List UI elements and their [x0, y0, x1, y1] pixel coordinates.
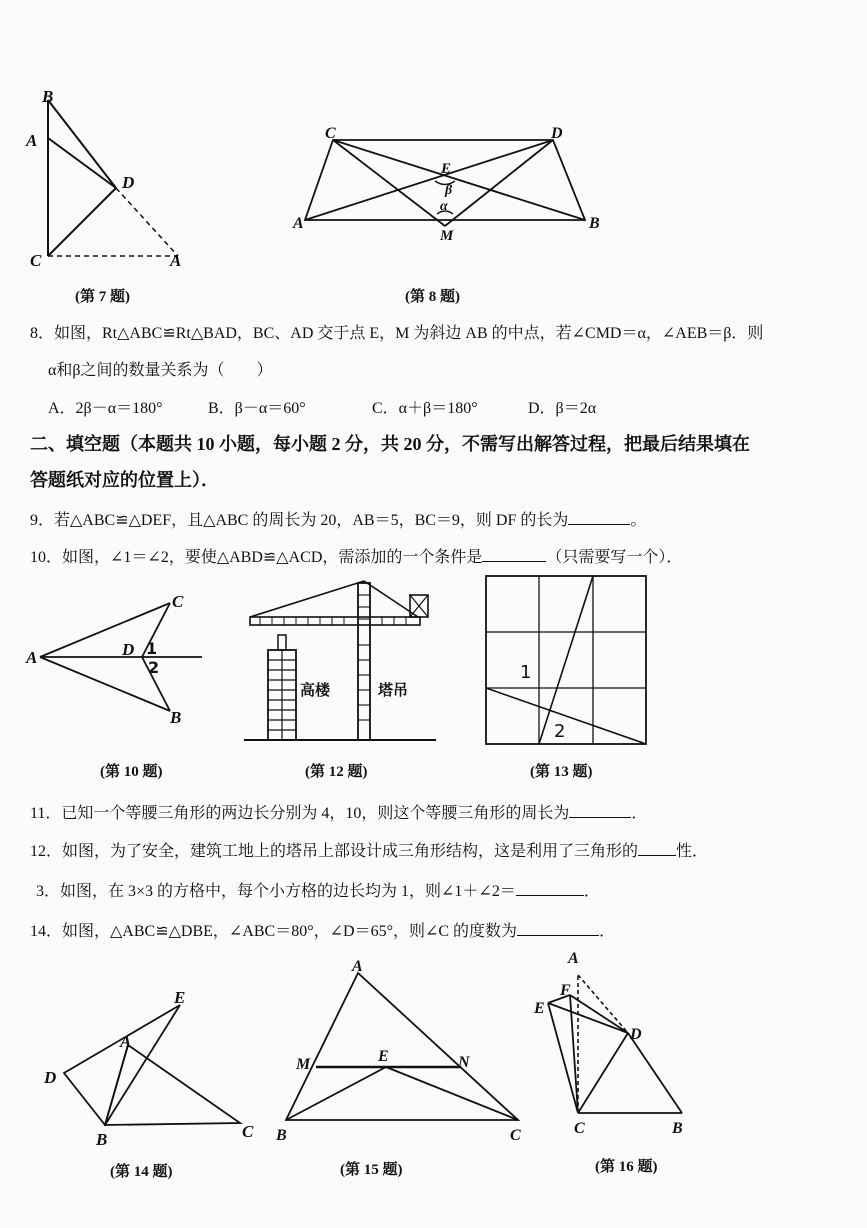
label-A2: A — [170, 251, 182, 270]
label-building: 高楼 — [300, 681, 331, 699]
caption-q10: (第 10 题) — [100, 764, 163, 780]
q11-end: ． — [631, 805, 648, 822]
q8-option-b: B．β－α＝60° — [208, 400, 306, 417]
q13-stem: 3．如图，在 3×3 的方格中，每个小方格的边长均为 1，则∠1＋∠2＝ — [36, 883, 516, 900]
label-2: 2 — [148, 658, 160, 677]
caption-q15: (第 15 题) — [340, 1162, 403, 1178]
figure-10 — [22, 585, 212, 730]
section2-header-line2: 答题纸对应的位置上）． — [30, 470, 219, 490]
label-E: E — [441, 161, 452, 177]
label-C: C — [30, 251, 42, 270]
q9-end: 。 — [630, 512, 647, 529]
caption-q12: (第 12 题) — [305, 764, 368, 780]
q14 — [30, 918, 615, 941]
label-B: B — [276, 1127, 287, 1144]
q10 — [30, 544, 682, 567]
label-E: E — [534, 1000, 545, 1017]
q8-option-c: C．α＋β＝180° — [372, 400, 478, 417]
label-C: C — [510, 1127, 521, 1144]
caption-q16: (第 16 题) — [595, 1159, 658, 1175]
figure-7 — [20, 88, 220, 273]
label-beta: β — [445, 183, 453, 198]
label-C: C — [325, 125, 336, 142]
q9-answer-blank[interactable] — [568, 510, 630, 525]
q8-option-d: D．β＝2α — [528, 400, 597, 417]
label-A: A — [26, 131, 38, 150]
q12-stem: 12．如图，为了安全，建筑工地上的塔吊上部设计成三角形结构，这是利用了三角形的 — [30, 843, 639, 860]
label-D: D — [44, 1068, 57, 1087]
label-C: C — [172, 592, 184, 611]
figure-8 — [285, 118, 615, 243]
q13 — [36, 878, 600, 901]
figure-16 — [530, 945, 705, 1140]
label-A: A — [120, 1032, 132, 1051]
q14-stem: 14．如图，△ABC≌△DBE，∠ABC＝80°，∠D＝65°，则∠C 的度数为 — [30, 923, 518, 940]
q14-end: ． — [599, 923, 616, 940]
q11-answer-blank[interactable] — [569, 803, 631, 818]
label-crane: 塔吊 — [378, 681, 409, 699]
q13-answer-blank[interactable] — [516, 881, 584, 896]
label-B: B — [589, 215, 600, 232]
q10-answer-blank[interactable] — [482, 547, 546, 562]
label-D: D — [122, 640, 135, 659]
q9-stem: 9．若△ABC≌△DEF，且△ABC 的周长为 20，AB＝5，BC＝9，则 DF 的长为 — [30, 512, 569, 529]
caption-q14: (第 14 题) — [110, 1164, 173, 1180]
section2-header-line1: 二、填空题（本题共 10 小题，每小题 2 分，共 20 分，不需写出解答过程，把最后结果填在 — [30, 434, 750, 454]
q10-end: （只需要写一个）． — [546, 549, 683, 566]
label-1: 1 — [520, 662, 532, 683]
q10-stem: 10．如图，∠1＝∠2，要使△ABD≌△ACD，需添加的一个条件是 — [30, 549, 483, 566]
q11-stem: 11．已知一个等腰三角形的两边长分别为 4，10，则这个等腰三角形的周长为 — [30, 805, 570, 822]
q12 — [30, 838, 708, 861]
label-D: D — [551, 125, 563, 142]
figure-14 — [40, 985, 265, 1150]
label-N: N — [458, 1054, 470, 1071]
q12-answer-blank[interactable] — [638, 841, 676, 856]
label-E: E — [378, 1048, 389, 1065]
label-2: 2 — [554, 721, 566, 742]
label-B: B — [42, 88, 54, 106]
label-E: E — [174, 988, 186, 1007]
q8-stem-line1: 8．如图，Rt△ABC≌Rt△BAD，BC、AD 交于点 E，M 为斜边 AB 的中点，若∠CMD＝α，∠AEB＝β．则 — [30, 325, 764, 342]
q8-option-a: A．2β－α＝180° — [48, 400, 163, 417]
label-C: C — [574, 1120, 585, 1137]
q14-answer-blank[interactable] — [517, 921, 599, 936]
q8-stem-line2: α和β之间的数量关系为（ ） — [48, 362, 273, 379]
q11 — [30, 800, 647, 823]
label-alpha: α — [440, 199, 448, 214]
caption-q7: (第 7 题) — [75, 289, 130, 305]
label-B: B — [672, 1120, 683, 1137]
label-C: C — [242, 1122, 254, 1141]
label-A: A — [352, 958, 363, 975]
caption-q13: (第 13 题) — [530, 764, 593, 780]
q12-end: 性． — [676, 843, 709, 860]
label-F: F — [560, 982, 571, 999]
q13-end: ． — [583, 883, 600, 900]
label-A: A — [568, 950, 579, 967]
label-B: B — [96, 1130, 108, 1149]
label-A: A — [293, 215, 304, 232]
figure-15 — [270, 955, 535, 1150]
label-1: 1 — [146, 639, 158, 658]
label-B: B — [170, 708, 182, 727]
label-M: M — [440, 228, 454, 243]
label-D: D — [122, 173, 135, 192]
label-D: D — [630, 1026, 642, 1043]
label-M: M — [296, 1056, 311, 1073]
q9 — [30, 507, 646, 530]
figure-12 — [240, 575, 440, 745]
label-A: A — [26, 648, 38, 667]
figure-13 — [480, 572, 655, 752]
caption-q8: (第 8 题) — [405, 289, 460, 305]
